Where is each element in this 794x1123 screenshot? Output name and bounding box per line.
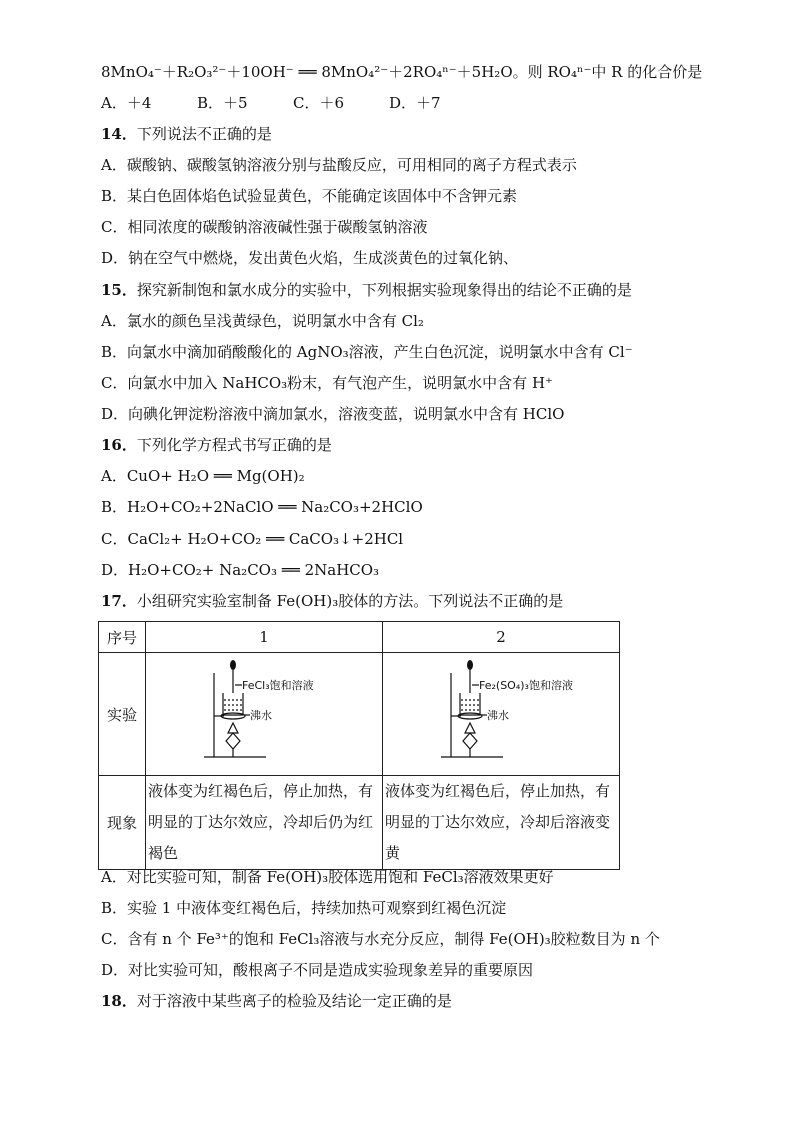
q16-option-b: B．H₂O+CO₂+2NaClO ══ Na₂CO₃+2HClO [101, 498, 423, 516]
q14-option-d: D．钠在空气中燃烧，发出黄色火焰，生成淡黄色的过氧化钠、 [101, 249, 519, 267]
q17-option-a: A．对比实验可知，制备 Fe(OH)₃胶体选用饱和 FeCl₃溶液效果更好 [101, 868, 554, 886]
q16-option-c: C．CaCl₂+ H₂O+CO₂ ══ CaCO₃↓+2HCl [101, 530, 404, 548]
q17-number: 17． [101, 592, 137, 610]
q15-option-d: D．向碘化钾淀粉溶液中滴加氯水，溶液变蓝，说明氯水中含有 HClO [101, 405, 565, 423]
q14-text: 下列说法不正确的是 [136, 125, 272, 143]
exp-2-apparatus-diagram [383, 653, 619, 771]
exp-2-apparatus [383, 653, 620, 776]
q16-stem [101, 435, 332, 455]
q18-number: 18． [101, 992, 137, 1010]
q16-option-d: D．H₂O+CO₂+ Na₂CO₃ ══ 2NaHCO₃ [101, 561, 380, 579]
q13-option-a: A．＋4 [101, 94, 152, 112]
q13-equation-line: 8MnO₄⁻＋R₂O₃²⁻＋10OH⁻ ══ 8MnO₄²⁻＋2RO₄ⁿ⁻＋5H₂O。则 RO₄ⁿ⁻中 R 的化合价是 [101, 63, 703, 81]
exp-1-reagent-label: FeCl₃饱和溶液 [242, 679, 314, 692]
q17-option-b: B．实验 1 中液体变红褐色后，持续加热可观察到红褐色沉淀 [101, 899, 507, 917]
q15-option-a: A．氯水的颜色呈浅黄绿色，说明氯水中含有 Cl₂ [101, 312, 424, 330]
table-header-row [99, 622, 620, 653]
exp-1-apparatus-diagram [146, 653, 382, 771]
q15-text: 探究新制饱和氯水成分的实验中，下列根据实验现象得出的结论不正确的是 [136, 281, 632, 299]
q13-options [101, 93, 485, 113]
q15-number: 15． [101, 281, 137, 299]
q17-text: 小组研究实验室制备 Fe(OH)₃胶体的方法。下列说法不正确的是 [136, 592, 564, 610]
row-label-experiment: 实验 [99, 653, 146, 776]
q14-option-a: A．碳酸钠、碳酸氢钠溶液分别与盐酸反应，可用相同的离子方程式表示 [101, 156, 577, 174]
header-exp-2: 2 [383, 622, 620, 653]
q15-option-b: B．向氯水中滴加硝酸酸化的 AgNO₃溶液，产生白色沉淀，说明氯水中含有 Cl⁻ [101, 343, 633, 361]
exp-2-water-label: 沸水 [487, 709, 509, 722]
q13-option-c: C．＋6 [293, 94, 345, 112]
row-label-observation: 现象 [99, 776, 146, 870]
q18-text: 对于溶液中某些离子的检验及结论一定正确的是 [136, 992, 452, 1010]
dropper-bulb-icon [230, 660, 236, 670]
exp-2-observation: 液体变为红褐色后，停止加热，有明显的丁达尔效应，冷却后溶液变黄 [383, 776, 620, 870]
q17-stem [101, 591, 563, 611]
experiment-row [99, 653, 620, 776]
observation-row [99, 776, 620, 870]
exp-2-reagent-label: Fe₂(SO₄)₃饱和溶液 [479, 679, 573, 692]
q13-option-b: B．＋5 [197, 94, 248, 112]
header-exp-1: 1 [146, 622, 383, 653]
q16-text: 下列化学方程式书写正确的是 [136, 436, 332, 454]
q15-option-c: C．向氯水中加入 NaHCO₃粉末，有气泡产生，说明氯水中含有 H⁺ [101, 374, 553, 392]
exp-1-water-label: 沸水 [250, 709, 272, 722]
q17-option-d: D．对比实验可知，酸根离子不同是造成实验现象差异的重要原因 [101, 961, 534, 979]
q13-option-d: D．＋7 [389, 94, 441, 112]
q14-number: 14． [101, 125, 137, 143]
q16-number: 16． [101, 436, 137, 454]
q15-stem [101, 280, 632, 300]
experiment-table [98, 621, 620, 870]
q14-option-c: C．相同浓度的碳酸钠溶液碱性强于碳酸氢钠溶液 [101, 218, 428, 236]
exp-1-observation: 液体变为红褐色后，停止加热，有明显的丁达尔效应，冷却后仍为红褐色 [146, 776, 383, 870]
q18-stem [101, 991, 452, 1011]
q14-option-b: B．某白色固体焰色试验显黄色，不能确定该固体中不含钾元素 [101, 187, 518, 205]
exp-1-apparatus [146, 653, 383, 776]
q17-option-c: C．含有 n 个 Fe³⁺的饱和 FeCl₃溶液与水充分反应，制得 Fe(OH)₃胶粒数目为 n 个 [101, 930, 660, 948]
q14-stem [101, 124, 272, 144]
dropper-bulb-icon [467, 660, 473, 670]
header-serial: 序号 [99, 622, 146, 653]
q16-option-a: A．CuO+ H₂O ══ Mg(OH)₂ [101, 467, 305, 485]
